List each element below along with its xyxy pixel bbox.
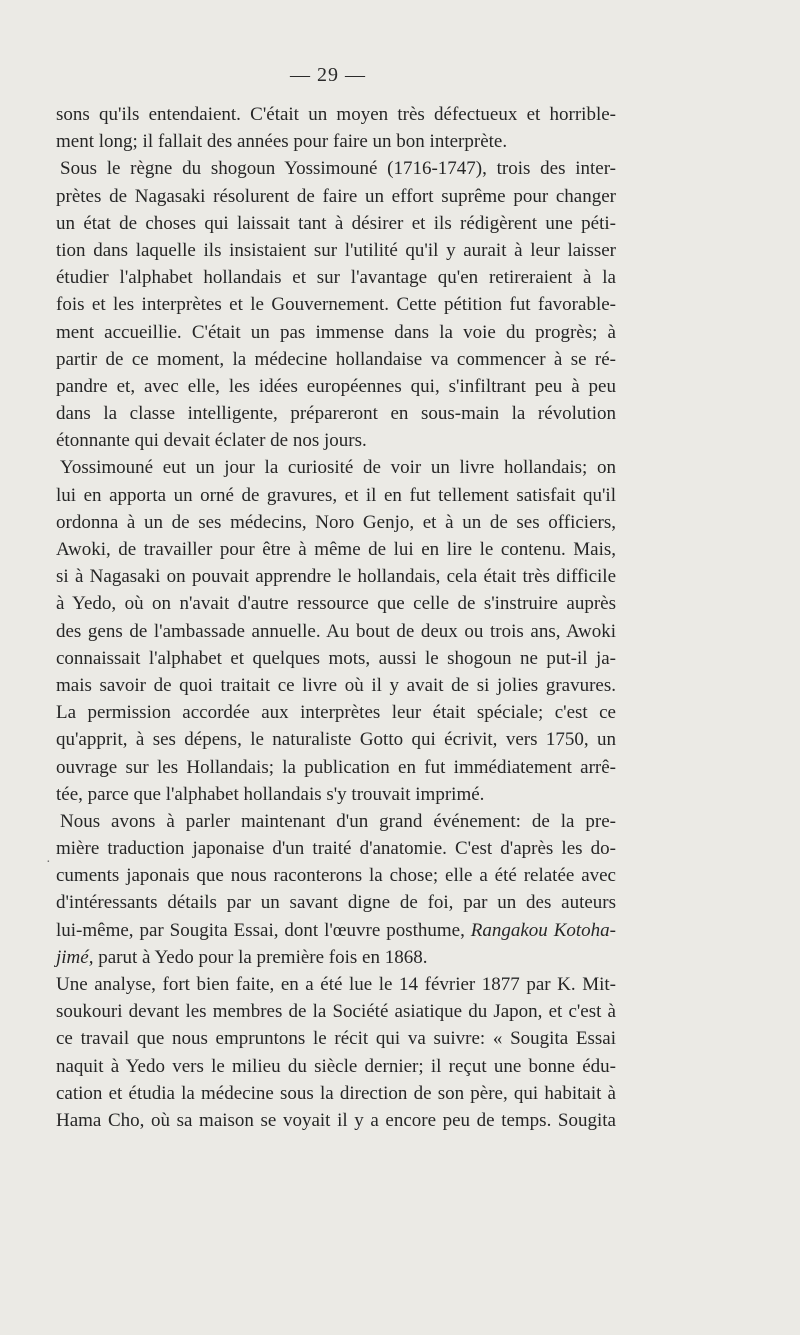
text-line-content: Sous le règne du shogoun Yossimouné (1716-1747), trois des inter- xyxy=(60,158,616,180)
text-line-content: dans la classe intelligente, prépareront en sous-main la révolution xyxy=(56,403,616,425)
text-line-content: fois et les interprètes et le Gouvernement. Cette pétition fut favorable- xyxy=(56,294,616,316)
text-line-content: Une analyse, fort bien faite, en a été lue le 14 février 1877 par K. Mit- xyxy=(56,974,616,995)
text-line xyxy=(56,264,616,291)
text-line xyxy=(56,781,616,808)
text-line xyxy=(56,427,616,454)
text-line-content: mière traduction japonaise d'un traité d'anatomie. C'est d'après les do- xyxy=(56,838,616,860)
text-line-content: ce travail que nous empruntons le récit qui va suivre: « Sougita Essai xyxy=(56,1028,616,1050)
text-line-content: ment accueillie. C'était un pas immense dans la voie du progrès; à xyxy=(56,321,616,343)
page-number: — 29 — xyxy=(290,64,366,86)
text-line-content: mais savoir de quoi traitait ce livre où il y avait de si jolies gravures. xyxy=(56,674,616,696)
text-line xyxy=(56,699,616,726)
text-line-content: La permission accordée aux interprètes leur était spéciale; c'est ce xyxy=(56,702,616,724)
text-line xyxy=(56,128,616,155)
text-line-content: à Yedo, où on n'avait d'autre ressource que celle de s'instruire auprès xyxy=(56,593,616,615)
text-line xyxy=(56,155,616,182)
text-line-content: Nous avons à parler maintenant d'un grand événement: de la pre- xyxy=(60,810,616,832)
text-line xyxy=(56,618,616,645)
text-line xyxy=(56,645,616,672)
text-line xyxy=(56,346,616,373)
text-line xyxy=(56,454,616,481)
text-line-content: si à Nagasaki on pouvait apprendre le hollandais, cela était très difficile xyxy=(56,566,616,588)
text-line xyxy=(56,754,616,781)
text-line xyxy=(56,808,616,835)
text-line-content: étudier l'alphabet hollandais et sur l'avantage qu'en retireraient à la xyxy=(56,267,616,289)
text-line xyxy=(56,210,616,237)
text-line xyxy=(56,889,616,916)
text-line xyxy=(56,998,616,1025)
text-line xyxy=(56,509,616,536)
text-line xyxy=(56,1053,616,1080)
text-line-content: étonnante qui devait éclater de nos jours. xyxy=(56,430,367,452)
text-line-content xyxy=(56,944,616,971)
text-line-content: ordonna à un de ses médecins, Noro Genjo, et à un de ses officiers, xyxy=(56,511,616,533)
text-line xyxy=(56,237,616,264)
text-line-content: tion dans laquelle ils insistaient sur l'utilité qu'il y aurait à leur laisser xyxy=(56,239,616,261)
text-line-content: pandre et, avec elle, les idées européennes qui, s'infiltrant peu à peu xyxy=(56,375,616,397)
text-line-content: cation et étudia la médecine sous la direction de son père, qui habitait à xyxy=(56,1082,616,1104)
text-line-content: tée, parce que l'alphabet hollandais s'y trouvait imprimé. xyxy=(56,783,485,805)
text-line xyxy=(56,291,616,318)
text-line xyxy=(56,835,616,862)
text-line-content: naquit à Yedo vers le milieu du siècle dernier; il reçut une bonne édu- xyxy=(56,1055,616,1077)
body-text xyxy=(56,101,616,1134)
text-line-content: Yossimouné eut un jour la curiosité de voir un livre hollandais; on xyxy=(60,457,616,479)
text-segment: parut à Yedo pour la première fois en 1868. xyxy=(93,946,428,968)
text-line xyxy=(56,1107,616,1134)
text-line xyxy=(56,319,616,346)
text-line-content: un état de choses qui laissait tant à désirer et ils rédigèrent une péti- xyxy=(56,212,616,234)
book-title-italic: Rangakou Kotoha- xyxy=(470,919,616,941)
text-line-content: qu'apprit, à ses dépens, le naturaliste Gotto qui écrivit, vers 1750, un xyxy=(56,729,616,751)
text-line-content: connaissait l'alphabet et quelques mots, aussi le shogoun ne put-il ja- xyxy=(56,647,616,669)
text-line xyxy=(56,862,616,889)
text-line xyxy=(56,373,616,400)
text-line xyxy=(56,917,616,944)
text-line-content: des gens de l'ambassade annuelle. Au bout de deux ou trois ans, Awoki xyxy=(56,620,616,642)
text-line xyxy=(56,590,616,617)
text-line-content: sons qu'ils entendaient. C'était un moyen très défectueux et horrible- xyxy=(56,104,616,125)
text-line-content: cuments japonais que nous raconterons la chose; elle a été relatée avec xyxy=(56,865,616,887)
text-line xyxy=(56,1025,616,1052)
text-segment: lui-même, par Sougita Essai, dont l'œuvre posthume, xyxy=(56,919,471,941)
text-line-content: ouvrage sur les Hollandais; la publication en fut immédiatement arrê- xyxy=(56,756,616,778)
text-line-content: lui en apporta un orné de gravures, et il en fut tellement satisfait qu'il xyxy=(56,484,616,506)
text-line xyxy=(56,971,616,998)
text-line xyxy=(56,726,616,753)
text-line xyxy=(56,672,616,699)
margin-mark: · xyxy=(46,855,51,870)
text-line xyxy=(56,536,616,563)
text-line xyxy=(56,183,616,210)
text-line xyxy=(56,400,616,427)
text-line xyxy=(56,1080,616,1107)
text-line xyxy=(56,563,616,590)
text-line-content: ment long; il fallait des années pour faire un bon interprète. xyxy=(56,131,508,153)
book-title-italic: jimé, xyxy=(56,946,94,968)
text-line-content: d'intéressants détails par un savant digne de foi, par un des auteurs xyxy=(56,892,616,914)
text-line-content: Hama Cho, où sa maison se voyait il y a encore peu de temps. Sougita xyxy=(56,1109,616,1131)
text-line xyxy=(56,101,616,128)
text-line-content: prètes de Nagasaki résolurent de faire un effort suprême pour changer xyxy=(56,185,616,207)
text-line xyxy=(56,482,616,509)
text-line-content: partir de ce moment, la médecine hollandaise va commencer à se ré- xyxy=(56,348,616,370)
text-line-content xyxy=(56,917,616,944)
text-line-content: soukouri devant les membres de la Société asiatique du Japon, et c'est à xyxy=(56,1001,616,1023)
text-line-content: Awoki, de travailler pour être à même de lui en lire le contenu. Mais, xyxy=(56,539,616,560)
text-line xyxy=(56,944,616,971)
